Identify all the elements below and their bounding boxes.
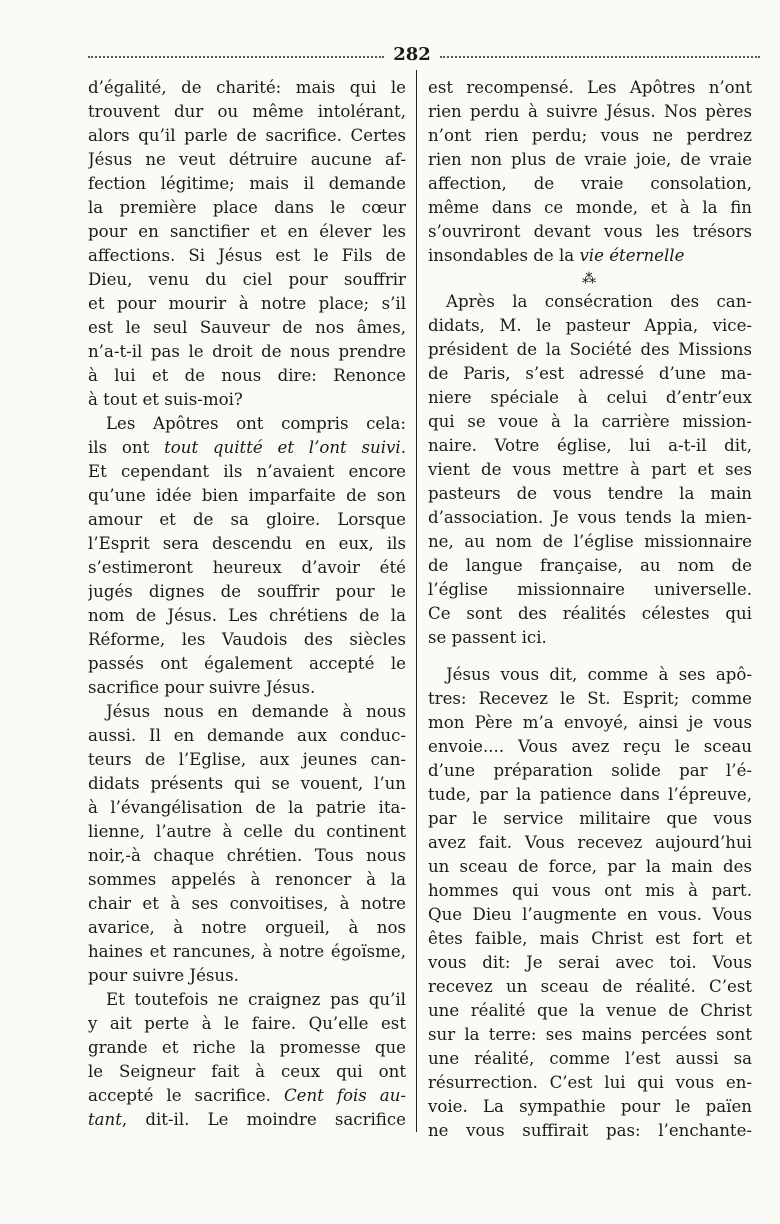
text-line: vient de vous mettre à part et ses	[428, 460, 752, 479]
text-line: naire. Votre église, lui a-t-il dit,	[428, 436, 752, 455]
text-line: Jésus vous dit, comme à ses apô-	[446, 665, 752, 684]
text-line: tude, par la patience dans l’épreuve,	[428, 785, 752, 804]
text-line: chair et à ses convoitises, à notre	[88, 894, 406, 913]
text-line: alors qu’il parle de sacrifice. Certes	[88, 126, 406, 145]
text-line: Dieu, venu du ciel pour souffrir	[88, 270, 406, 289]
text-line: à lui et de nous dire: Renonce	[88, 366, 406, 385]
text-line: pour suivre Jésus.	[88, 966, 239, 985]
italic-run: tant	[88, 1110, 122, 1129]
text-line: de Paris, s’est adressé d’une ma-	[428, 364, 752, 383]
text-line: l’église missionnaire universelle.	[428, 580, 752, 599]
text-line: vous dit: Je serai avec toi. Vous	[428, 953, 752, 972]
text-line: avarice, à notre orgueil, à nos	[88, 918, 406, 937]
text-line: Après la consécration des can-	[446, 292, 752, 311]
text-line: d’une préparation solide par l’é-	[428, 761, 752, 780]
text-line: est recompensé. Les Apôtres n’ont	[428, 78, 752, 97]
text-line: Les Apôtres ont compris cela:	[106, 414, 406, 433]
text-line: Que Dieu l’augmente en vous. Vous	[428, 905, 752, 924]
text-line: niere spéciale à celui d’entr’eux	[428, 388, 752, 407]
text-line: amour et de sa gloire. Lorsque	[88, 510, 406, 529]
text-line: Et cependant ils n’avaient encore	[88, 462, 406, 481]
text-line: par le service militaire que vous	[428, 809, 752, 828]
italic-run: tout quitté et l’ont suivi	[164, 438, 401, 457]
text-line: avez fait. Vous recevez aujourd’hui	[428, 833, 752, 852]
text-line: ne vous suffirait pas: l’enchante-	[428, 1121, 752, 1140]
text-line: sur la terre: ses mains percées sont	[428, 1025, 752, 1044]
text-line: envoie.... Vous avez reçu le sceau	[428, 737, 752, 756]
text-line: fection légitime; mais il demande	[88, 174, 406, 193]
text-line: voie. La sympathie pour le païen	[428, 1097, 752, 1116]
text-run: insondables de la	[428, 246, 580, 265]
text-line: s’ouvriront devant vous les trésors	[428, 222, 752, 241]
right-column	[428, 76, 752, 1143]
text-line: et pour mourir à notre place; s’il	[88, 294, 406, 313]
text-run: ils ont	[88, 438, 165, 457]
text-run: accepté le sacrifice.	[88, 1086, 284, 1105]
text-run: , dit-il. Le moindre sacrifice	[121, 1110, 406, 1129]
text-line: Réforme, les Vaudois des siècles	[88, 630, 406, 649]
text-line: se passent ici.	[428, 628, 547, 647]
paragraph-gap	[428, 650, 752, 663]
text-run: .	[400, 438, 406, 457]
text-line: la première place dans le cœur	[88, 198, 406, 217]
text-line: pasteurs de vous tendre la main	[428, 484, 752, 503]
text-line: qu’une idée bien imparfaite de son	[88, 486, 406, 505]
section-asterism: ⁂	[582, 271, 598, 287]
text-line: affection, de vraie consolation,	[428, 174, 752, 193]
text-line: hommes qui vous ont mis à part.	[428, 881, 752, 900]
text-line: recevez un sceau de réalité. C’est	[428, 977, 752, 996]
text-line: sacrifice pour suivre Jésus.	[88, 678, 316, 697]
italic-run: vie éternelle	[579, 246, 685, 265]
text-line: noir,-à chaque chrétien. Tous nous	[88, 846, 406, 865]
page-header	[88, 44, 760, 66]
text-line: résurrection. C’est lui qui vous en-	[428, 1073, 752, 1092]
text-line: Et toutefois ne craignez pas qu’il	[106, 990, 406, 1009]
text-line: pour en sanctifier et en élever les	[88, 222, 406, 241]
text-line: Jésus nous en demande à nous	[106, 702, 406, 721]
text-line: est le seul Sauveur de nos âmes,	[88, 318, 406, 337]
text-line: Ce sont des réalités célestes qui	[428, 604, 752, 623]
text-line: aussi. Il en demande aux conduc-	[88, 726, 406, 745]
text-line: ne, au nom de l’église missionnaire	[428, 532, 752, 551]
text-line: grande et riche la promesse que	[88, 1038, 406, 1057]
italic-run: Cent fois au-	[283, 1086, 406, 1105]
header-rule-left	[88, 56, 384, 58]
text-line: trouvent dur ou même intolérant,	[88, 102, 406, 121]
column-divider	[416, 70, 417, 1132]
left-column	[88, 76, 406, 1132]
text-line: didats, M. le pasteur Appia, vice-	[428, 316, 752, 335]
text-line: lienne, l’autre à celle du continent	[88, 822, 406, 841]
text-line	[88, 1084, 406, 1108]
text-line: une réalité, comme l’est aussi sa	[428, 1049, 752, 1068]
text-line: y ait perte à le faire. Qu’elle est	[88, 1014, 406, 1033]
text-line: nom de Jésus. Les chrétiens de la	[88, 606, 406, 625]
text-line: qui se voue à la carrière mission-	[428, 412, 752, 431]
text-line: un sceau de force, par la main des	[428, 857, 752, 876]
text-line: même dans ce monde, et à la fin	[428, 198, 752, 217]
text-line: didats présents qui se vouent, l’un	[88, 774, 406, 793]
text-line: s’estimeront heureux d’avoir été	[88, 558, 406, 577]
text-line: mon Père m’a envoyé, ainsi je vous	[428, 713, 752, 732]
text-line: passés ont également accepté le	[88, 654, 406, 673]
text-line: rien non plus de vraie joie, de vraie	[428, 150, 752, 169]
text-line: haines et rancunes, à notre égoïsme,	[88, 942, 406, 961]
text-line: n’a-t-il pas le droit de nous prendre	[88, 342, 406, 361]
text-line: une réalité que la venue de Christ	[428, 1001, 752, 1020]
text-line: n’ont rien perdu; vous ne perdrez	[428, 126, 752, 145]
text-line: êtes faible, mais Christ est fort et	[428, 929, 752, 948]
text-line: à tout et suis-moi?	[88, 390, 243, 409]
text-line: d’association. Je vous tends la mien-	[428, 508, 752, 527]
text-line: président de la Société des Missions	[428, 340, 752, 359]
text-line: rien perdu à suivre Jésus. Nos pères	[428, 102, 752, 121]
text-line: sommes appelés à renoncer à la	[88, 870, 406, 889]
text-line: teurs de l’Eglise, aux jeunes can-	[88, 750, 406, 769]
text-line: l’Esprit sera descendu en eux, ils	[88, 534, 406, 553]
text-line	[88, 436, 406, 460]
text-line: tres: Recevez le St. Esprit; comme	[428, 689, 752, 708]
text-line: d’égalité, de charité: mais qui le	[88, 78, 406, 97]
text-line: de langue française, au nom de	[428, 556, 752, 575]
text-line: affections. Si Jésus est le Fils de	[88, 246, 406, 265]
text-line	[428, 244, 752, 268]
page-number: 282	[393, 44, 431, 65]
text-line	[88, 1108, 406, 1132]
header-rule-right	[440, 56, 760, 58]
text-line: à l’évangélisation de la patrie ita-	[88, 798, 406, 817]
text-line: jugés dignes de souffrir pour le	[88, 582, 406, 601]
text-line: le Seigneur fait à ceux qui ont	[88, 1062, 406, 1081]
text-line: Jésus ne veut détruire aucune af-	[88, 150, 406, 169]
